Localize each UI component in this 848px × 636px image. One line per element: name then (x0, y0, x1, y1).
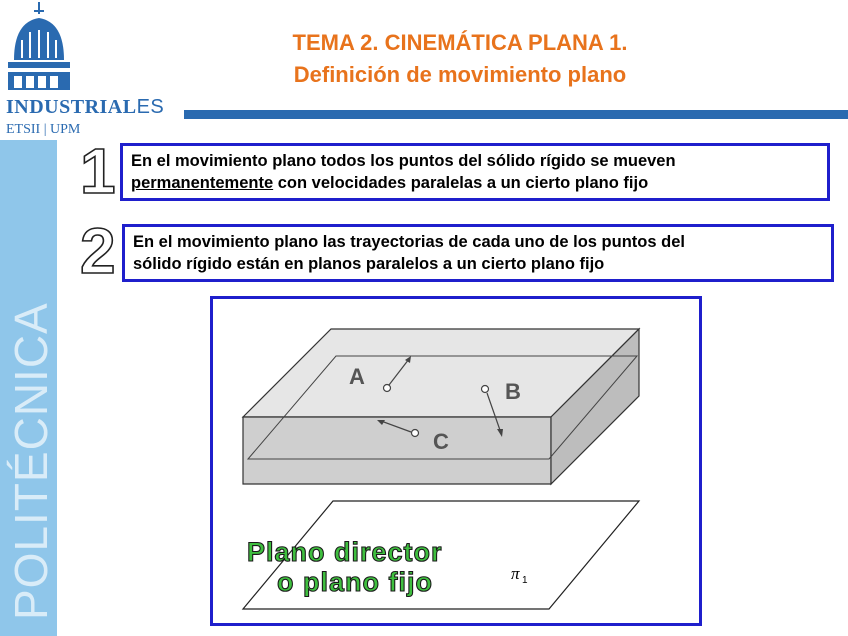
plane-label-line1: Plano director (247, 537, 443, 567)
definition-2-line1: En el movimiento plano las trayectorias de cada uno de los puntos del (133, 233, 685, 251)
number-two-icon: 2 (80, 215, 116, 287)
header-rule (184, 110, 848, 119)
slide-subtitle: Definición de movimiento plano (293, 62, 627, 87)
definition-1-line1: En el movimiento plano todos los puntos del sólido rígido se mueven (131, 152, 676, 170)
sidebar-vertical-text: POLITÉCNICA (5, 302, 57, 620)
label-b: B (505, 379, 521, 404)
point-b-icon (482, 386, 489, 393)
label-c: C (433, 429, 449, 454)
plane-symbol: π (511, 564, 520, 583)
point-a-icon (384, 385, 391, 392)
plane-subscript: 1 (522, 575, 528, 586)
figure-drawing (213, 299, 699, 623)
definition-1-box (120, 143, 830, 201)
dome-logo-icon (0, 0, 80, 100)
definition-1-rest: con velocidades paralelas a un cierto plano fijo (273, 174, 649, 192)
label-a: A (349, 364, 365, 389)
brand-main: INDUSTRIAL (6, 96, 137, 118)
brand-name (6, 96, 164, 119)
point-c-icon (412, 430, 419, 437)
definition-2-line2: sólido rígido están en planos paralelos a un cierto plano fijo (133, 255, 605, 273)
brand-subtitle: ETSII | UPM (6, 122, 81, 137)
slide-title: TEMA 2. CINEMÁTICA PLANA 1. (292, 30, 628, 55)
plane-motion-figure (210, 296, 702, 626)
definition-1-line2 (131, 172, 819, 194)
number-one-icon: 1 (80, 135, 116, 207)
brand-suffix: ES (136, 96, 165, 118)
plane-label-line2: o plano fijo (277, 567, 433, 597)
definition-1-underlined: permanentemente (131, 174, 274, 192)
definition-2-box (122, 224, 834, 282)
